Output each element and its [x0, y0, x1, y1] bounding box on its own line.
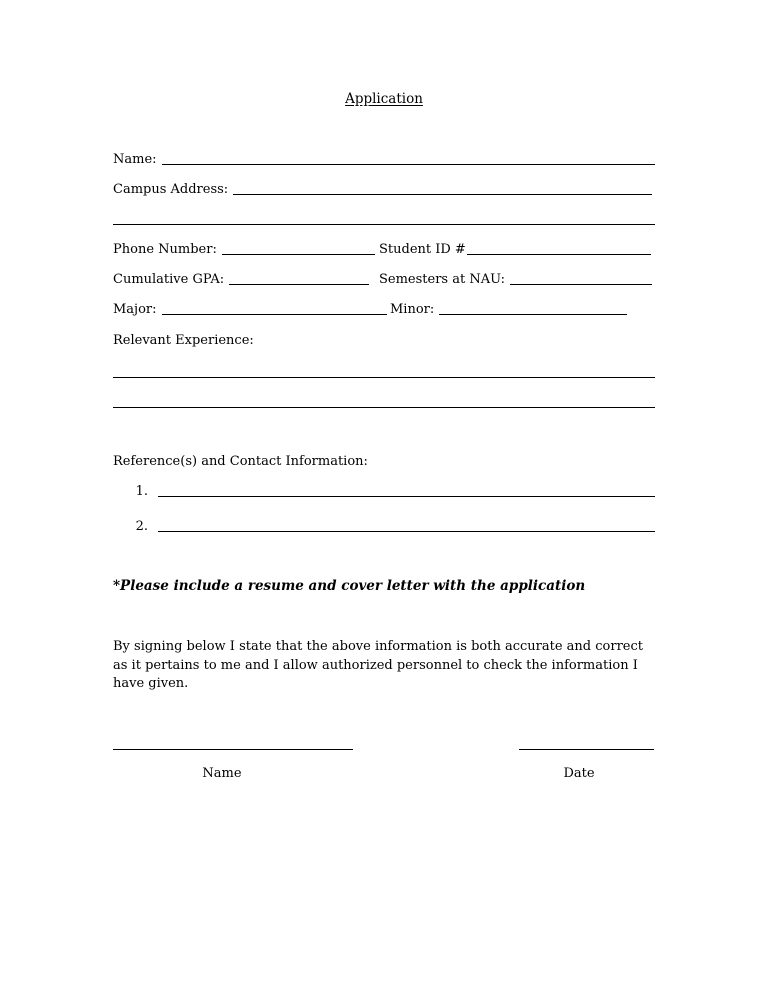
minor-input-line[interactable]: [439, 314, 627, 315]
reference-number-2: 2.: [135, 519, 148, 534]
reference-number-1: 1.: [135, 484, 148, 499]
campus-address-row: [113, 178, 652, 198]
name-row: [113, 148, 655, 168]
campus-address-input-line[interactable]: [233, 194, 652, 195]
reference-2-input-line[interactable]: [158, 531, 655, 532]
major-row: [113, 298, 387, 318]
minor-label: Minor:: [390, 302, 435, 317]
phone-number-label: Phone Number:: [113, 242, 217, 257]
relevant-experience-row: [113, 329, 513, 349]
references-row: [113, 450, 513, 470]
phone-number-input-line[interactable]: [222, 254, 375, 255]
resume-note: *Please include a resume and cover letter with the application: [113, 578, 586, 594]
name-label: Name:: [113, 152, 157, 167]
major-input-line[interactable]: [162, 314, 387, 315]
signing-statement: By signing below I state that the above information is both accurate and correct as it pertains to me and I allow authorized personnel to check the information I have given.: [113, 639, 643, 691]
name-input-line[interactable]: [162, 164, 655, 165]
major-label: Major:: [113, 302, 157, 317]
reference-item-2: [113, 515, 655, 535]
signature-name-line[interactable]: [113, 749, 353, 750]
relevant-experience-label: Relevant Experience:: [113, 333, 254, 348]
signature-date-label: Date: [563, 766, 595, 781]
references-label: Reference(s) and Contact Information:: [113, 454, 368, 469]
cumulative-gpa-input-line[interactable]: [229, 284, 369, 285]
signature-date-line[interactable]: [519, 749, 654, 750]
student-id-label: Student ID #: [379, 242, 466, 257]
cumulative-gpa-label: Cumulative GPA:: [113, 272, 225, 287]
semesters-at-nau-label: Semesters at NAU:: [379, 272, 505, 287]
campus-address-label: Campus Address:: [113, 182, 229, 197]
reference-1-input-line[interactable]: [158, 496, 655, 497]
document-title: Application: [345, 91, 423, 107]
relevant-experience-line-1[interactable]: [113, 377, 655, 378]
student-id-row: [379, 238, 651, 258]
minor-row: [390, 298, 627, 318]
semesters-at-nau-row: [379, 268, 652, 288]
semesters-at-nau-input-line[interactable]: [510, 284, 652, 285]
campus-address-line-2[interactable]: [113, 224, 655, 225]
relevant-experience-line-2[interactable]: [113, 407, 655, 408]
phone-number-row: [113, 238, 375, 258]
reference-item-1: [113, 480, 655, 500]
student-id-input-line[interactable]: [467, 254, 651, 255]
signature-name-label: Name: [202, 766, 242, 781]
cumulative-gpa-row: [113, 268, 369, 288]
